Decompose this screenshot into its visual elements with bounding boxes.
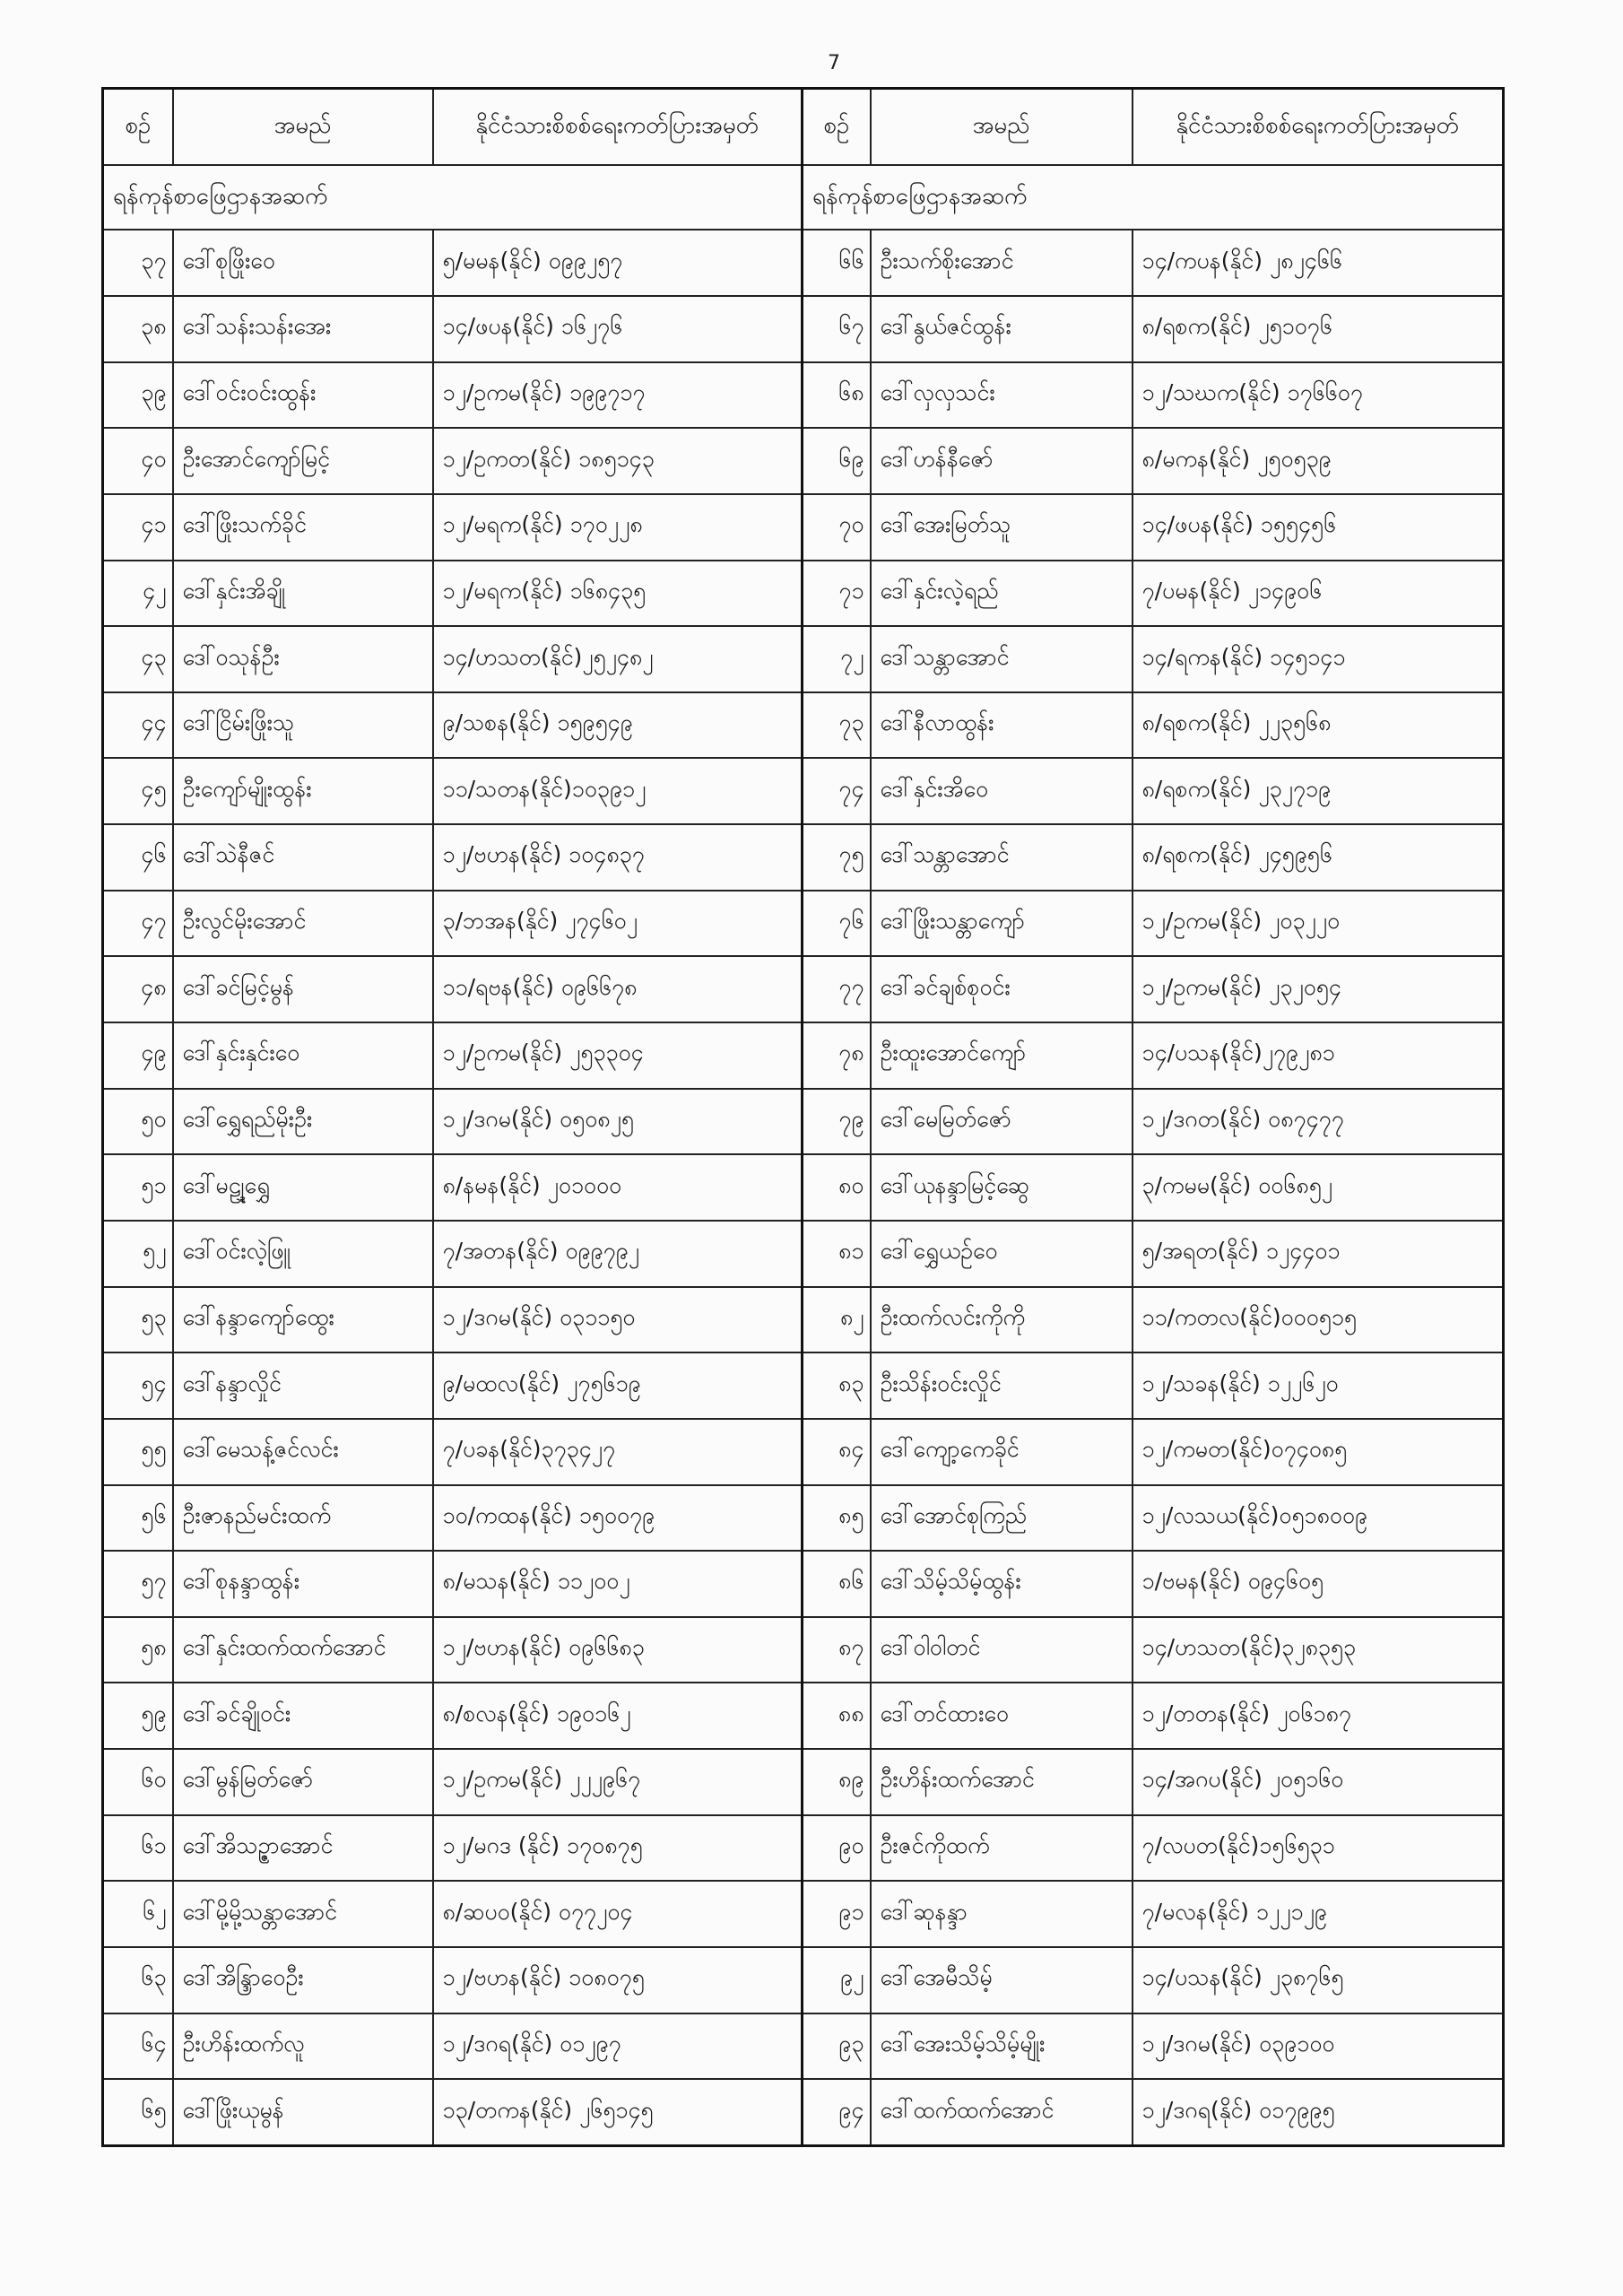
entry-nrc: ၁၄/ပသန(နိုင်) ၂၃၈၇၆၅ bbox=[1133, 1947, 1504, 2013]
entry-number: ၈၂ bbox=[803, 1287, 871, 1353]
table-row bbox=[103, 561, 1504, 627]
entry-name: ဒေါ်ဟန်နီဇော် bbox=[871, 428, 1133, 494]
entry-nrc: ၁၂/ဒဂတ(နိုင်) ၀၈၇၄၇၇ bbox=[1133, 1089, 1504, 1155]
entry-name: ဒေါ်မေမြတ်ဇော် bbox=[871, 1089, 1133, 1155]
entry-name: ဒေါ်ယုနန္ဒာမြင့်ဆွေ bbox=[871, 1154, 1133, 1221]
entry-nrc: ၁၁/ကတလ(နိုင်)၀၀၀၅၁၅ bbox=[1133, 1287, 1504, 1353]
entry-nrc: ၁၂/ဥကမ(နိုင်) ၂၀၃၂၂၀ bbox=[1133, 891, 1504, 957]
entry-nrc: ၈/ရစက(နိုင်) ၂၂၃၅၆၈ bbox=[1133, 692, 1504, 759]
entry-name: ဦးကျော်မျိုးထွန်း bbox=[173, 758, 433, 824]
entry-name: ဒေါ်ဆုနန္ဒာ bbox=[871, 1881, 1133, 1947]
entry-nrc: ၈/စလန(နိုင်) ၁၉၀၁၆၂ bbox=[433, 1683, 803, 1749]
entry-number: ၅၆ bbox=[103, 1485, 173, 1552]
entry-number: ၈၄ bbox=[803, 1419, 871, 1485]
entry-number: ၇၆ bbox=[803, 891, 871, 957]
entry-nrc: ၅/မမန(နိုင်) ၀၉၉၂၅၇ bbox=[433, 230, 803, 296]
entry-number: ၇၅ bbox=[803, 824, 871, 891]
table-row bbox=[103, 1617, 1504, 1683]
entry-nrc: ၁၂/ဥကမ(နိုင်) ၂၃၂၀၅၄ bbox=[1133, 956, 1504, 1022]
entry-nrc: ၈/ရစက(နိုင်) ၂၄၅၉၅၆ bbox=[1133, 824, 1504, 891]
entry-number: ၆၅ bbox=[103, 2079, 173, 2145]
table-row bbox=[103, 1551, 1504, 1617]
entry-number: ၆၇ bbox=[803, 296, 871, 362]
table-row bbox=[103, 626, 1504, 692]
entry-number: ၄၈ bbox=[103, 956, 173, 1022]
entry-number: ၉၂ bbox=[803, 1947, 871, 2013]
entry-name: ဒေါ်ဝင်းဝင်းထွန်း bbox=[173, 362, 433, 429]
entry-number: ၇၈ bbox=[803, 1022, 871, 1089]
entry-number: ၆၃ bbox=[103, 1947, 173, 2013]
entry-nrc: ၁၂/ကမတ(နိုင်)၀၇၄၀၈၅ bbox=[1133, 1419, 1504, 1485]
header-name: အမည် bbox=[871, 89, 1133, 165]
table-row bbox=[103, 296, 1504, 362]
table-row bbox=[103, 1881, 1504, 1947]
table-row bbox=[103, 1485, 1504, 1552]
entry-number: ၅၂ bbox=[103, 1221, 173, 1287]
entry-number: ၅၅ bbox=[103, 1419, 173, 1485]
table-row bbox=[103, 1683, 1504, 1749]
entry-name: ဦးထူးအောင်ကျော် bbox=[871, 1022, 1133, 1089]
entry-name: ဒေါ်ရွှေယဉ်ဝေ bbox=[871, 1221, 1133, 1287]
entry-name: ဒေါ်အေးမြတ်သူ bbox=[871, 494, 1133, 561]
entry-number: ၄၂ bbox=[103, 561, 173, 627]
entry-name: ဒေါ်ဖြိုးသက်ခိုင် bbox=[173, 494, 433, 561]
entry-number: ၅၄ bbox=[103, 1352, 173, 1419]
entry-name: ဒေါ်ခင်မြင့်မွန် bbox=[173, 956, 433, 1022]
entry-nrc: ၈/ရစက(နိုင်) ၂၅၁၀၇၆ bbox=[1133, 296, 1504, 362]
entry-number: ၄၉ bbox=[103, 1022, 173, 1089]
entry-number: ၅၈ bbox=[103, 1617, 173, 1683]
entry-name: ဒေါ်မို့မို့သန္တာအောင် bbox=[173, 1881, 433, 1947]
entry-number: ၈၆ bbox=[803, 1551, 871, 1617]
entry-name: ဒေါ်နှင်းအိဝေ bbox=[871, 758, 1133, 824]
entry-number: ၃၈ bbox=[103, 296, 173, 362]
entry-nrc: ၁၂/ဥကမ(နိုင်) ၁၉၉၇၁၇ bbox=[433, 362, 803, 429]
table-row bbox=[103, 1287, 1504, 1353]
entry-nrc: ၁၁/ရဗန(နိုင်) ၀၉၆၆၇၈ bbox=[433, 956, 803, 1022]
entry-name: ဒေါ်တင်ထားဝေ bbox=[871, 1683, 1133, 1749]
header-row bbox=[103, 89, 1504, 165]
table-row bbox=[103, 1022, 1504, 1089]
entry-name: ဒေါ်ဝါဝါတင် bbox=[871, 1617, 1133, 1683]
entry-name: ဒေါ်သန်းသန်းအေး bbox=[173, 296, 433, 362]
entry-nrc: ၁၁/သတန(နိုင်)၁၀၃၉၁၂ bbox=[433, 758, 803, 824]
entry-nrc: ၉/သစန(နိုင်) ၁၅၉၅၄၉ bbox=[433, 692, 803, 759]
table-row bbox=[103, 2079, 1504, 2145]
section-title: ရန်ကုန်စာဖြေဌာနအဆက် bbox=[803, 165, 1504, 230]
entry-name: ဒေါ်နန္ဒာကျော်ထွေး bbox=[173, 1287, 433, 1353]
entry-name: ဒေါ်နှင်းနှင်းဝေ bbox=[173, 1022, 433, 1089]
entry-nrc: ၇/မလန(နိုင်) ၁၂၂၁၂၉ bbox=[1133, 1881, 1504, 1947]
header-no: စဉ် bbox=[803, 89, 871, 165]
table-row bbox=[103, 362, 1504, 429]
entry-nrc: ၁၂/ဗဟန(နိုင်) ၁၀၈၀၇၅ bbox=[433, 1947, 803, 2013]
entry-nrc: ၁၂/ဒဂရ(နိုင်) ၀၁၂၉၇ bbox=[433, 2013, 803, 2080]
entry-number: ၉၃ bbox=[803, 2013, 871, 2080]
entry-name: ဒေါ်နှင်းအိချို bbox=[173, 561, 433, 627]
entry-name: ဒေါ်ခင်ချစ်စုဝင်း bbox=[871, 956, 1133, 1022]
table-row bbox=[103, 692, 1504, 759]
entry-name: ဒေါ်အေးသိမ့်သိမ့်မျိုး bbox=[871, 2013, 1133, 2080]
entry-number: ၈၁ bbox=[803, 1221, 871, 1287]
entry-number: ၈၉ bbox=[803, 1749, 871, 1815]
entry-nrc: ၇/ပခန(နိုင်)၃၇၃၄၂၇ bbox=[433, 1419, 803, 1485]
page-number: 7 bbox=[828, 52, 840, 74]
entry-number: ၆၂ bbox=[103, 1881, 173, 1947]
entry-name: ဒေါ်ထက်ထက်အောင် bbox=[871, 2079, 1133, 2145]
candidate-table bbox=[101, 87, 1505, 2147]
entry-nrc: ၁၄/ဖပန(နိုင်) ၁၅၅၄၅၆ bbox=[1133, 494, 1504, 561]
entry-name: ဒေါ်နှင်းလဲ့ရည် bbox=[871, 561, 1133, 627]
entry-number: ၈၅ bbox=[803, 1485, 871, 1552]
entry-name: ဒေါ်နီလာထွန်း bbox=[871, 692, 1133, 759]
entry-number: ၄၃ bbox=[103, 626, 173, 692]
entry-nrc: ၁၂/ဒဂမ(နိုင်) ၀၃၁၁၅၀ bbox=[433, 1287, 803, 1353]
entry-name: ဒေါ်ဖြိုးသန္တာကျော် bbox=[871, 891, 1133, 957]
table-row bbox=[103, 494, 1504, 561]
entry-nrc: ၇/လပတ(နိုင်)၁၅၆၅၃၁ bbox=[1133, 1815, 1504, 1882]
table-row bbox=[103, 1749, 1504, 1815]
table-row bbox=[103, 1419, 1504, 1485]
table-row bbox=[103, 230, 1504, 296]
entry-number: ၃၉ bbox=[103, 362, 173, 429]
entry-name: ဦးသိန်းဝင်းလှိုင် bbox=[871, 1352, 1133, 1419]
entry-name: ဒေါ်အေမီသိမ့် bbox=[871, 1947, 1133, 2013]
entry-name: ဒေါ်လှလှသင်း bbox=[871, 362, 1133, 429]
entry-number: ၄၅ bbox=[103, 758, 173, 824]
entry-name: ဒေါ်မွန်မြတ်ဇော် bbox=[173, 1749, 433, 1815]
entry-nrc: ၈/ရစက(နိုင်) ၂၃၂၇၁၉ bbox=[1133, 758, 1504, 824]
entry-number: ၈၈ bbox=[803, 1683, 871, 1749]
entry-nrc: ၅/အရတ(နိုင်) ၁၂၄၄၀၁ bbox=[1133, 1221, 1504, 1287]
entry-number: ၉၁ bbox=[803, 1881, 871, 1947]
entry-number: ၅၉ bbox=[103, 1683, 173, 1749]
entry-nrc: ၁၂/ဒဂမ(နိုင်) ၀၅၀၈၂၅ bbox=[433, 1089, 803, 1155]
entry-number: ၉၄ bbox=[803, 2079, 871, 2145]
entry-name: ဒေါ်ရွှေရည်မိုးဦး bbox=[173, 1089, 433, 1155]
entry-name: ဦးဟိန်းထက်လူ bbox=[173, 2013, 433, 2080]
entry-name: ဒေါ်သဲနီဇင် bbox=[173, 824, 433, 891]
table-row bbox=[103, 956, 1504, 1022]
header-nrc: နိုင်ငံသားစိစစ်ရေးကတ်ပြားအမှတ် bbox=[1133, 89, 1504, 165]
entry-nrc: ၁၂/ဗဟန(နိုင်) ၀၉၆၆၈၃ bbox=[433, 1617, 803, 1683]
table-body bbox=[103, 89, 1504, 2146]
entry-nrc: ၁၂/ဥကမ(နိုင်) ၂၅၃၃၀၄ bbox=[433, 1022, 803, 1089]
entry-nrc: ၇/ပမန(နိုင်) ၂၁၄၉၀၆ bbox=[1133, 561, 1504, 627]
entry-number: ၆၉ bbox=[803, 428, 871, 494]
table-row bbox=[103, 1815, 1504, 1882]
entry-name: ဒေါ်အိန္ဒြာဝေဦး bbox=[173, 1947, 433, 2013]
header-no: စဉ် bbox=[103, 89, 173, 165]
table-row bbox=[103, 891, 1504, 957]
entry-nrc: ၁၂/ဗဟန(နိုင်) ၁၀၄၈၃၇ bbox=[433, 824, 803, 891]
entry-nrc: ၁၂/မရက(နိုင်) ၁၇၀၂၂၈ bbox=[433, 494, 803, 561]
entry-nrc: ၁၂/ဒဂမ(နိုင်) ၀၃၉၁၀၀ bbox=[1133, 2013, 1504, 2080]
entry-number: ၆၀ bbox=[103, 1749, 173, 1815]
entry-number: ၉၀ bbox=[803, 1815, 871, 1882]
entry-name: ဦးသက်စိုးအောင် bbox=[871, 230, 1133, 296]
entry-nrc: ၇/အတန(နိုင်) ၀၉၉၇၉၂ bbox=[433, 1221, 803, 1287]
entry-name: ဦးဇင်ကိုထက် bbox=[871, 1815, 1133, 1882]
entry-number: ၇၂ bbox=[803, 626, 871, 692]
entry-name: ဒေါ်ငြိမ်းဖြိုးသူ bbox=[173, 692, 433, 759]
header-nrc: နိုင်ငံသားစိစစ်ရေးကတ်ပြားအမှတ် bbox=[433, 89, 803, 165]
entry-number: ၄၄ bbox=[103, 692, 173, 759]
entry-number: ၆၆ bbox=[803, 230, 871, 296]
entry-number: ၇၄ bbox=[803, 758, 871, 824]
entry-nrc: ၁၂/တတန(နိုင်) ၂၀၆၁၈၇ bbox=[1133, 1683, 1504, 1749]
entry-number: ၇၉ bbox=[803, 1089, 871, 1155]
entry-nrc: ၃/ကမမ(နိုင်) ၀၀၆၈၅၂ bbox=[1133, 1154, 1504, 1221]
entry-nrc: ၁၄/ဖပန(နိုင်) ၁၆၂၇၆ bbox=[433, 296, 803, 362]
entry-name: ဒေါ်ဝသုန်ဦး bbox=[173, 626, 433, 692]
entry-nrc: ၁၄/ကပန(နိုင်) ၂၈၂၄၆၆ bbox=[1133, 230, 1504, 296]
entry-nrc: ၁၂/မဂဒ (နိုင်) ၁၇၀၈၇၅ bbox=[433, 1815, 803, 1882]
entry-name: ဒေါ်ဝင်းလဲ့ဖြူ bbox=[173, 1221, 433, 1287]
entry-name: ဒေါ်အောင်စုကြည် bbox=[871, 1485, 1133, 1552]
entry-name: ဒေါ်သန္တာအောင် bbox=[871, 626, 1133, 692]
entry-number: ၅၁ bbox=[103, 1154, 173, 1221]
entry-nrc: ၃/ဘအန(နိုင်) ၂၇၄၆၀၂ bbox=[433, 891, 803, 957]
entry-name: ဦးအောင်ကျော်မြင့် bbox=[173, 428, 433, 494]
entry-number: ၅၃ bbox=[103, 1287, 173, 1353]
table-row bbox=[103, 1947, 1504, 2013]
entry-nrc: ၉/မထလ(နိုင်) ၂၇၅၆၁၉ bbox=[433, 1352, 803, 1419]
entry-nrc: ၈/ဆပဝ(နိုင်) ၀၇၇၂၀၄ bbox=[433, 1881, 803, 1947]
entry-nrc: ၁၂/လသယ(နိုင်)၀၅၁၈၀၀၉ bbox=[1133, 1485, 1504, 1552]
entry-number: ၄၁ bbox=[103, 494, 173, 561]
entry-nrc: ၁၂/ဥကမ(နိုင်) ၂၂၂၉၆၇ bbox=[433, 1749, 803, 1815]
entry-nrc: ၁၄/ရကန(နိုင်) ၁၄၅၁၄၁ bbox=[1133, 626, 1504, 692]
table-row bbox=[103, 1352, 1504, 1419]
table-row bbox=[103, 1089, 1504, 1155]
entry-number: ၆၈ bbox=[803, 362, 871, 429]
entry-number: ၄၇ bbox=[103, 891, 173, 957]
entry-name: ဒေါ်သိမ့်သိမ့်ထွန်း bbox=[871, 1551, 1133, 1617]
entry-number: ၈၇ bbox=[803, 1617, 871, 1683]
entry-nrc: ၁၄/အဂပ(နိုင်) ၂၀၅၁၆၀ bbox=[1133, 1749, 1504, 1815]
entry-nrc: ၁၃/တကန(နိုင်) ၂၆၅၁၄၅ bbox=[433, 2079, 803, 2145]
entry-name: ဦးဇာနည်မင်းထက် bbox=[173, 1485, 433, 1552]
entry-number: ၈၀ bbox=[803, 1154, 871, 1221]
entry-nrc: ၁၂/သခန(နိုင်) ၁၂၂၆၂၀ bbox=[1133, 1352, 1504, 1419]
entry-number: ၆၄ bbox=[103, 2013, 173, 2080]
entry-nrc: ၁/ဗမန(နိုင်) ၀၉၄၆၀၅ bbox=[1133, 1551, 1504, 1617]
entry-name: ဦးထက်လင်းကိုကို bbox=[871, 1287, 1133, 1353]
entry-name: ဒေါ်မဠ္ဍုရွှေ bbox=[173, 1154, 433, 1221]
entry-nrc: ၁၂/ဥကတ(နိုင်) ၁၈၅၁၄၃ bbox=[433, 428, 803, 494]
entry-number: ၃၇ bbox=[103, 230, 173, 296]
entry-number: ၅၀ bbox=[103, 1089, 173, 1155]
entry-nrc: ၁၄/ဟသတ(နိုင်)၂၅၂၄၈၂ bbox=[433, 626, 803, 692]
entry-name: ဒေါ်နွယ်ဇင်ထွန်း bbox=[871, 296, 1133, 362]
table-row bbox=[103, 824, 1504, 891]
entry-nrc: ၁၀/ကထန(နိုင်) ၁၅၀၀၇၉ bbox=[433, 1485, 803, 1552]
entry-nrc: ၁၄/ပသန(နိုင်)၂၇၉၂၈၁ bbox=[1133, 1022, 1504, 1089]
entry-number: ၄၆ bbox=[103, 824, 173, 891]
entry-number: ၆၁ bbox=[103, 1815, 173, 1882]
entry-number: ၇၁ bbox=[803, 561, 871, 627]
entry-nrc: ၁၂/ဒဂရ(နိုင်) ၀၁၇၉၉၅ bbox=[1133, 2079, 1504, 2145]
entry-name: ဒေါ်စုဖြိုးဝေ bbox=[173, 230, 433, 296]
entry-number: ၄၀ bbox=[103, 428, 173, 494]
entry-nrc: ၁၂/မရက(နိုင်) ၁၆၈၄၃၅ bbox=[433, 561, 803, 627]
entry-name: ဒေါ်ကျော့ကေခိုင် bbox=[871, 1419, 1133, 1485]
table-row bbox=[103, 2013, 1504, 2080]
entry-name: ဒေါ်မေသန့်ဇင်လင်း bbox=[173, 1419, 433, 1485]
table-row bbox=[103, 1221, 1504, 1287]
entry-name: ဒေါ်နန္ဒာလှိုင် bbox=[173, 1352, 433, 1419]
entry-name: ဒေါ်ဖြိုးယုမွန် bbox=[173, 2079, 433, 2145]
entry-nrc: ၁၄/ဟသတ(နိုင်)၃၂၈၃၅၃ bbox=[1133, 1617, 1504, 1683]
entry-number: ၇၀ bbox=[803, 494, 871, 561]
table-row bbox=[103, 758, 1504, 824]
entry-nrc: ၈/မသန(နိုင်) ၁၁၂၀၀၂ bbox=[433, 1551, 803, 1617]
entry-name: ဒေါ်နှင်းထက်ထက်အောင် bbox=[173, 1617, 433, 1683]
entry-name: ဒေါ်ခင်ချိုဝင်း bbox=[173, 1683, 433, 1749]
entry-name: ဒေါ်သန္တာအောင် bbox=[871, 824, 1133, 891]
entry-name: ဒေါ်စုနန္ဒာထွန်း bbox=[173, 1551, 433, 1617]
entry-nrc: ၁၂/သဃက(နိုင်) ၁၇၆၆၀၇ bbox=[1133, 362, 1504, 429]
header-name: အမည် bbox=[173, 89, 433, 165]
entry-number: ၇၃ bbox=[803, 692, 871, 759]
entry-name: ဒေါ်အိသဥ္ဇာအောင် bbox=[173, 1815, 433, 1882]
entry-nrc: ၈/မကန(နိုင်) ၂၅၀၅၃၉ bbox=[1133, 428, 1504, 494]
entry-nrc: ၈/နမန(နိုင်) ၂၀၁၀၀၀ bbox=[433, 1154, 803, 1221]
entry-number: ၅၇ bbox=[103, 1551, 173, 1617]
entry-number: ၇၇ bbox=[803, 956, 871, 1022]
table-row bbox=[103, 428, 1504, 494]
entry-name: ဦးလွင်မိုးအောင် bbox=[173, 891, 433, 957]
entry-name: ဦးဟိန်းထက်အောင် bbox=[871, 1749, 1133, 1815]
section-title: ရန်ကုန်စာဖြေဌာနအဆက် bbox=[103, 165, 803, 230]
table-row bbox=[103, 1154, 1504, 1221]
section-row bbox=[103, 165, 1504, 230]
entry-number: ၈၃ bbox=[803, 1352, 871, 1419]
